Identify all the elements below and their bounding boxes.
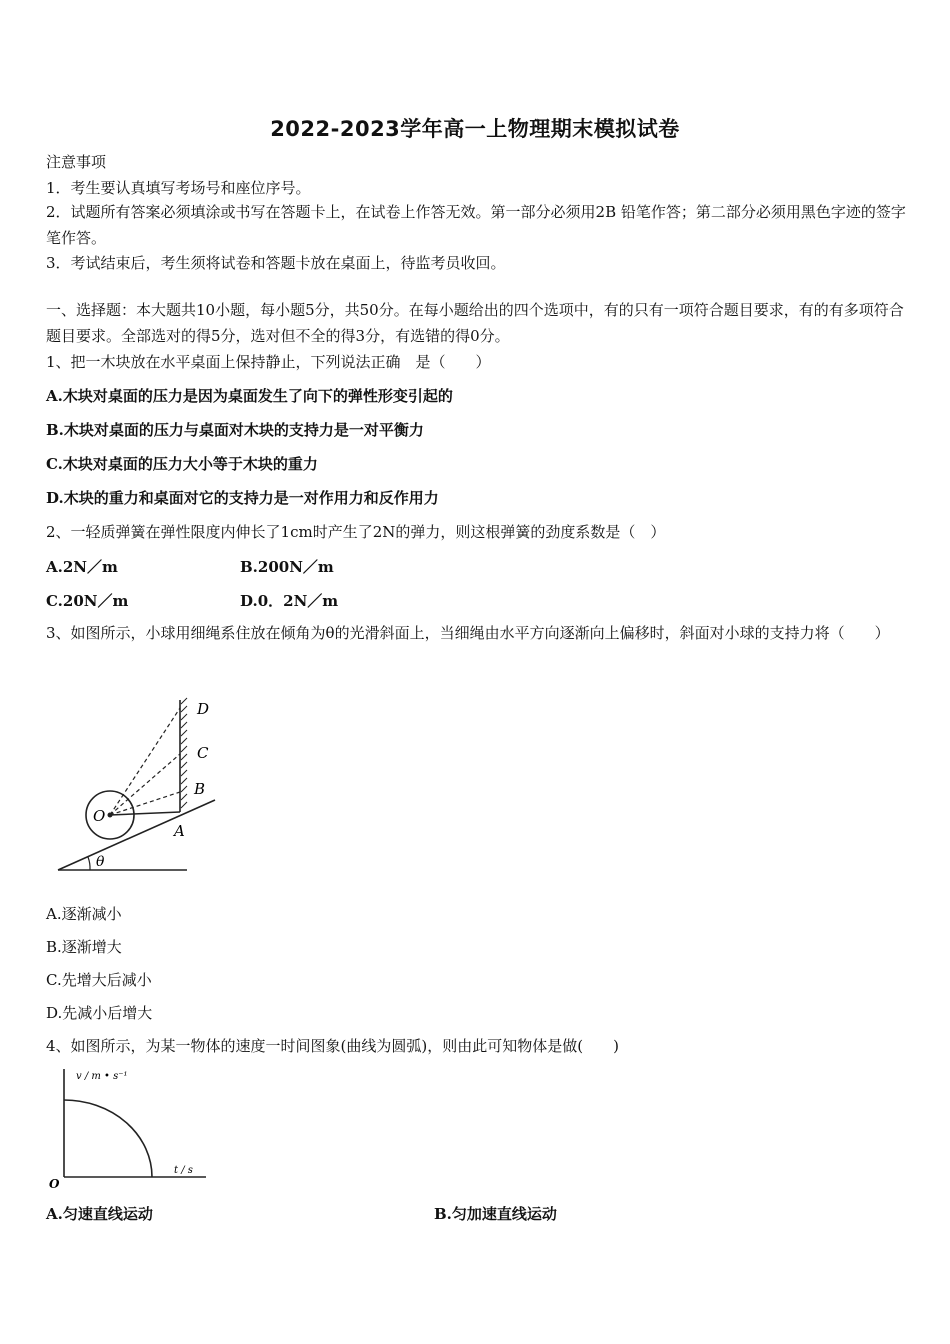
q3-label-c: C [197, 744, 209, 762]
q3-option-a: A.逐渐减小 [46, 905, 122, 923]
q2-option-c: C.20N／m [46, 592, 129, 610]
q4-y-axis-label: v / m • s⁻¹ [76, 1071, 128, 1082]
q1-option-d: D.木块的重力和桌面对它的支持力是一对作用力和反作用力 [46, 489, 439, 507]
q1-option-a: A.木块对桌面的压力是因为桌面发生了向下的弹性形变引起的 [46, 387, 453, 405]
q2-option-a: A.2N／m [46, 558, 118, 576]
q3-label-theta: θ [96, 854, 105, 870]
section-1-intro: 一、选择题：本大题共10小题，每小题5分，共50分。在每小题给出的四个选项中，有的只有一项符合题目要求，有的有多项符合题目要求。全部选对的得5分，选对但不全的得3分，有选错的得0分。 [46, 301, 904, 345]
q1-stem: 1、把一木块放在水平桌面上保持静止，下列说法正确 是（ ） [46, 353, 491, 371]
notice-item-1: 1．考生要认真填写考场号和座位序号。 [46, 179, 311, 197]
q4-option-b: B.匀加速直线运动 [434, 1205, 557, 1223]
notice-heading: 注意事项 [46, 153, 107, 171]
q2-option-d: D.0．2N／m [240, 592, 339, 610]
q2-option-b: B.200N／m [240, 558, 334, 576]
q3-label-o: O [93, 807, 106, 825]
q4-option-a: A.匀速直线运动 [46, 1205, 153, 1223]
q4-x-axis-label: t / s [174, 1165, 193, 1176]
q3-label-a: A [174, 822, 185, 840]
q4-stem: 4、如图所示，为某一物体的速度一时间图象(曲线为圆弧)，则由此可知物体是做( ) [46, 1037, 619, 1055]
notice-item-2: 2．试题所有答案必须填涂或书写在答题卡上，在试卷上作答无效。第一部分必须用2B 铅笔作答；第二部分必须用黑色字迹的签字笔作答。 [46, 203, 906, 247]
q4-vt-graph [46, 1064, 216, 1192]
q1-option-b: B.木块对桌面的压力与桌面对木块的支持力是一对平衡力 [46, 421, 424, 439]
q4-origin-label: O [49, 1177, 60, 1191]
q2-stem: 2、一轻质弹簧在弹性限度内伸长了1cm时产生了2N的弹力，则这根弹簧的劲度系数是（ ） [46, 523, 666, 541]
q3-label-d: D [197, 700, 210, 718]
q3-option-c: C.先增大后减小 [46, 971, 152, 989]
q3-stem: 3、如图所示，小球用细绳系住放在倾角为θ的光滑斜面上，当细绳由水平方向逐渐向上偏移时，斜面对小球的支持力将（ ） [46, 624, 890, 642]
q3-label-b: B [194, 780, 206, 798]
q1-option-c: C.木块对桌面的压力大小等于木块的重力 [46, 455, 318, 473]
page-title: 2022-2023学年高一上物理期末模拟试卷 [270, 117, 680, 141]
q3-option-b: B.逐渐增大 [46, 938, 122, 956]
q3-incline-figure [50, 694, 230, 880]
q3-option-d: D.先减小后增大 [46, 1004, 153, 1022]
notice-item-3: 3．考试结束后，考生须将试卷和答题卡放在桌面上，待监考员收回。 [46, 254, 506, 272]
